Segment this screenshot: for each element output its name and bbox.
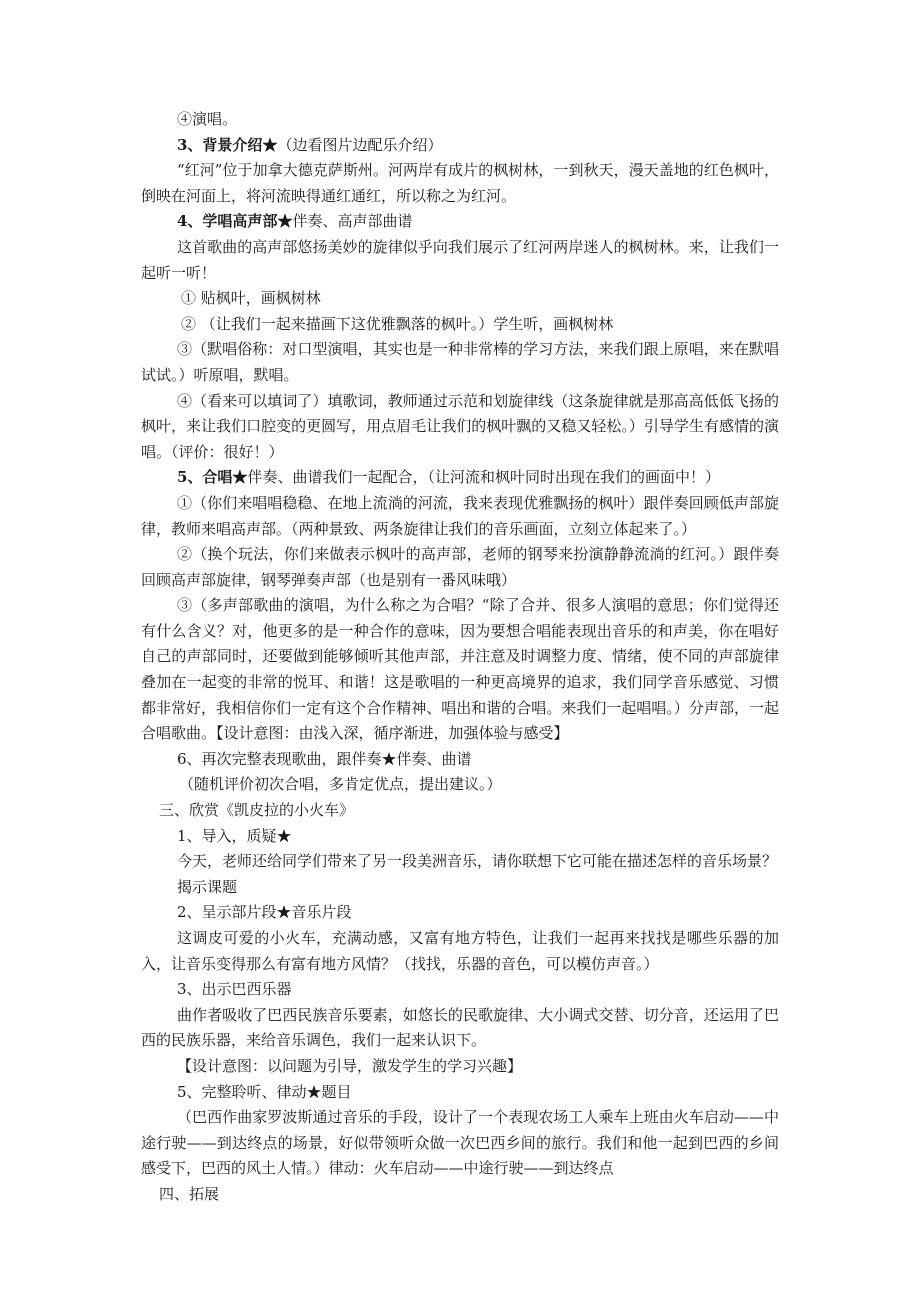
heading-label: 3、背景介绍★ <box>177 135 278 154</box>
heading-note: 伴奏、曲谱我们一起配合，（让河流和枫叶同时出现在我们的画面中！） <box>247 468 720 487</box>
heading-note: 伴奏、高声部曲谱 <box>292 212 413 231</box>
paragraph-composer: 曲作者吸收了巴西民族音乐要素，如悠长的民歌旋律、大小调式交替、切分音，还运用了巴西的民族乐器，来给音乐调色，我们一起来认识下。 <box>141 1005 779 1050</box>
step-exposition: 2、呈示部片段★音乐片段 <box>177 903 352 922</box>
section-heading-appreciate: 三、欣赏《凯皮拉的小火车》 <box>159 801 355 820</box>
paragraph-villa-lobos: （巴西作曲家罗波斯通过音乐的手段，设计了一个表现农场工人乘车上班由火车启动——中途行驶——到达终点的场景，好似带领听众做一次巴西乡间的旅行。我们和他一起到巴西的乡间感受下，巴西的风土人情。）律动：火车启动——中途行驶——到达终点 <box>141 1108 779 1178</box>
paragraph-silent-singing: ③（默唱俗称：对口型演唱，其实也是一种非常棒的学习方法，来我们跟上原唱，来在默唱试试。）听原唱，默唱。 <box>141 340 779 384</box>
step-paste-leaves: ① 贴枫叶，画枫树林 <box>181 289 321 308</box>
heading-background-intro <box>141 133 779 159</box>
paragraph-fill-lyrics: ④（看来可以填词了）填歌词，教师通过示范和划旋律线（这条旋律就是那高高低低飞扬的枫叶，来让我们口腔变的更圆写，用点眉毛让我们的枫叶飘的又稳又轻松。）引导学生有感情的演唱。（评价：很好！） <box>141 391 779 461</box>
step-sing: ④演唱。 <box>177 110 238 128</box>
heading-note: （边看图片边配乐介绍） <box>277 135 443 154</box>
heading-label: 4、学唱高声部★ <box>177 212 293 231</box>
heading-chorus <box>141 465 779 491</box>
step-perform-again: 6、再次完整表现歌曲，跟伴奏★伴奏、曲谱 <box>177 749 472 768</box>
step-reveal-topic: 揭示课题 <box>177 877 238 896</box>
paragraph-high-part-melody: 这首歌曲的高声部悠扬美妙的旋律似乎向我们展示了红河两岸迷人的枫树林。来，让我们一起听一听！ <box>141 237 779 282</box>
paragraph-american-music: 今天，老师还给同学们带来了另一段美洲音乐，请你联想下它可能在描述怎样的音乐场景？ <box>177 852 778 871</box>
step-evaluate: （随机评价初次合唱，多肯定优点，提出建议。） <box>179 775 502 794</box>
design-intent-note: 【设计意图：以问题为引导，激发学生的学习兴趣】 <box>177 1056 523 1075</box>
heading-learn-high-part <box>141 209 779 235</box>
paragraph-little-train: 这调皮可爱的小火车，充满动感，又富有地方特色，让我们一起再来找找是哪些乐器的加入，让音乐变得那么有富有地方风情？（找找，乐器的音色，可以模仿声音。） <box>141 929 779 973</box>
heading-label: 5、合唱★ <box>177 468 248 487</box>
paragraph-chorus-step-2: ②（换个玩法，你们来做表示枫叶的高声部，老师的钢琴来扮演静静流淌的红河。）跟伴奏回顾高声部旋律，钢琴弹奏声部（也是别有一番风味哦） <box>141 545 779 589</box>
step-draw-leaves: ② （让我们一起来描画下这优雅飘落的枫叶。）学生听，画枫树林 <box>181 314 614 333</box>
step-introduce: 1、导入，质疑★ <box>177 826 292 845</box>
step-full-listening: 5、完整聆听、律动★题目 <box>177 1082 352 1101</box>
step-brazil-instruments: 3、出示巴西乐器 <box>177 980 292 999</box>
section-heading-extension: 四、拓展 <box>159 1184 220 1203</box>
paragraph-chorus-step-3: ③（多声部歌曲的演唱，为什么称之为合唱？“除了合并、很多人演唱的意思；你们觉得还有什么含义？对，他更多的是一种合作的意味，因为要想合唱能表现出音乐的和声美，你在唱好自己的声部同时，还要做到能够倾听其他声部，并注意及时调整力度、情绪，使不同的声部旋律叠加在一起变的非常的悦耳、和谐！这是歌唱的一种更高境界的追求，我们同学音乐感觉、习惯都非常好，我相信你们一定有这个合作精神、唱出和谐的合唱。来我们一起唱唱。）分声部，一起合唱歌曲。【设计意图：由浅入深，循序渐进，加强体验与感受】 <box>141 596 779 743</box>
document-body <box>141 107 779 1208</box>
paragraph-chorus-step-1: ①（你们来唱唱稳稳、在地上流淌的河流，我来表现优雅飘扬的枫叶）跟伴奏回顾低声部旋律，教师来唱高声部。（两种景致、两条旋律让我们的音乐画面，立刻立体起来了。） <box>141 493 779 538</box>
paragraph-red-river: “红河”位于加拿大德克萨斯州。河两岸有成片的枫树林，一到秋天，漫天盖地的红色枫叶，倒映在河面上，将河流映得通红通红，所以称之为红河。 <box>141 161 779 205</box>
